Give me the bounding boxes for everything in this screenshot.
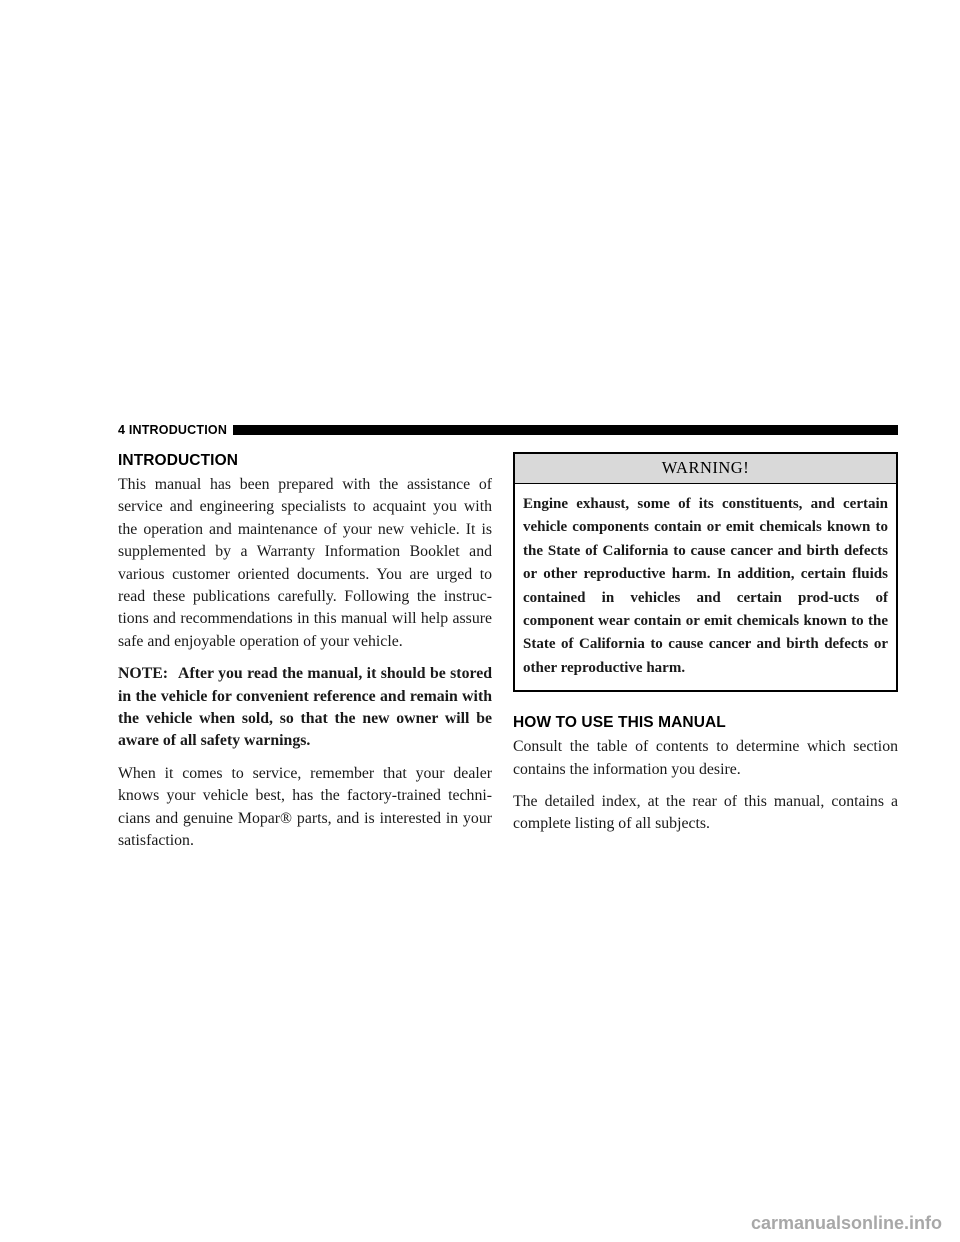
left-column bbox=[118, 452, 492, 863]
introduction-paragraph: This manual has been prepared with the assistance of service and engineering specialists to acquaint you with the operation and maintenance of your new vehicle. It is supplemented by a Warranty Information Booklet and various customer oriented documents. You are urged to read these publications carefully. Following the instruc-tions and recommendations in this manual will help assure safe and enjoyable operation of your vehicle. bbox=[118, 476, 492, 650]
warning-title: WARNING! bbox=[515, 454, 896, 484]
service-paragraph: When it comes to service, remember that your dealer knows your vehicle best, has the factory-trained techni-cians and genuine Mopar® parts, and is interested in your satisfaction. bbox=[118, 764, 492, 850]
right-column bbox=[513, 452, 898, 846]
how-to-use-heading: HOW TO USE THIS MANUAL bbox=[513, 714, 726, 732]
warning-text: Engine exhaust, some of its constituents, and certain vehicle components contain or emit chemicals known to the State of California to cause cancer and birth defects or other reproductive harm. In addition, certain fluids contained in vehicles and certain prod-ucts of component wear contain or emit chemicals known to the State of California to cause cancer and birth defects or other reproductive harm. bbox=[523, 496, 888, 676]
how-to-use-paragraph-2: The detailed index, at the rear of this manual, contains a complete listing of all subjects. bbox=[513, 793, 898, 833]
header-rule bbox=[233, 425, 898, 435]
warning-box bbox=[513, 452, 898, 692]
note-label: NOTE: bbox=[118, 665, 169, 683]
watermark: carmanualsonline.info bbox=[750, 1213, 942, 1233]
introduction-heading: INTRODUCTION bbox=[118, 452, 239, 469]
how-to-use-paragraph-1: Consult the table of contents to determine which section contains the information you desire. bbox=[513, 738, 898, 778]
how-to-use-section bbox=[513, 714, 898, 836]
page-number-section-title: 4 INTRODUCTION bbox=[118, 423, 228, 437]
note-text: After you read the manual, it should be stored in the vehicle for convenient reference and remain with the vehicle when sold, so that the new owner will be aware of all safety warnings. bbox=[118, 665, 492, 750]
page-header bbox=[118, 421, 898, 439]
note-paragraph bbox=[118, 663, 492, 753]
